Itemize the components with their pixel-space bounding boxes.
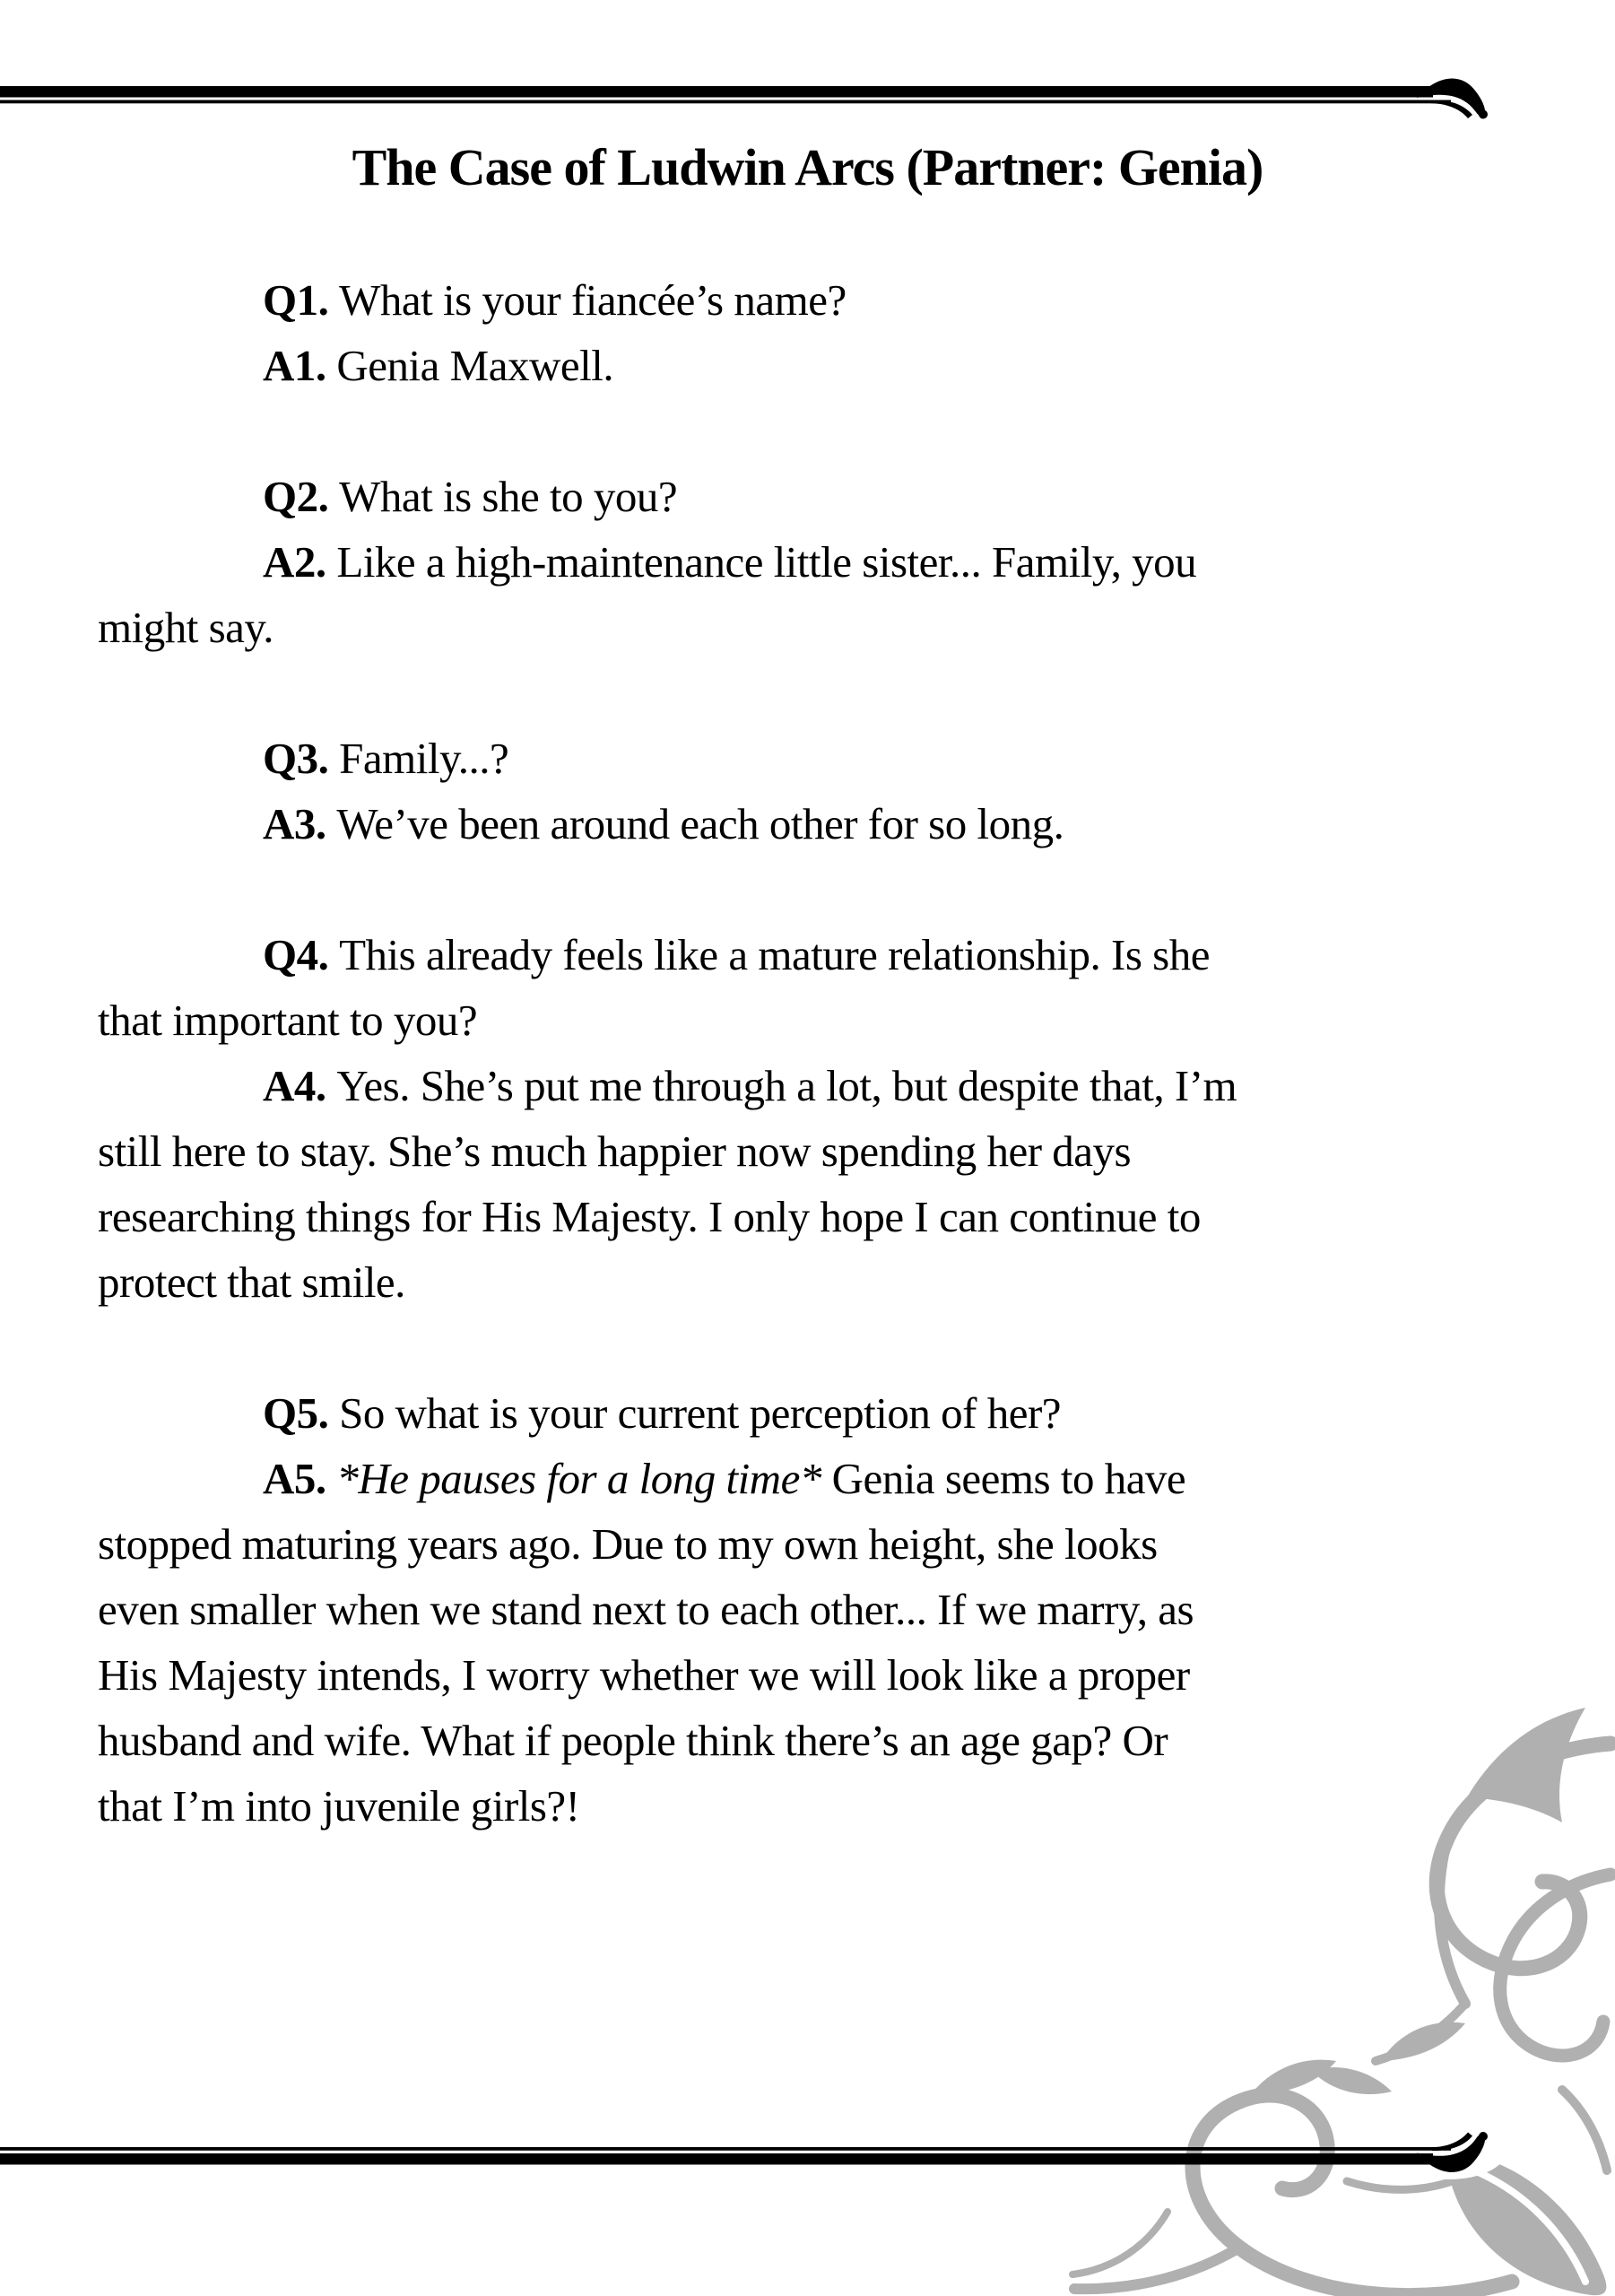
question-paragraph: [98, 267, 1517, 333]
text-run: still here to stay. She’s much happier now spending her days: [98, 1126, 1132, 1176]
text-line: [98, 1708, 1517, 1773]
answer-paragraph: [98, 333, 1517, 398]
answer-label: A2.: [263, 537, 337, 587]
qa-group: [98, 726, 1517, 857]
question-label: Q4.: [263, 930, 340, 979]
text-line: [98, 726, 1517, 791]
text-line: [98, 529, 1517, 595]
question-paragraph: [98, 1380, 1517, 1446]
text-line: [98, 1380, 1517, 1446]
text-line: [98, 1773, 1517, 1839]
question-paragraph: [98, 726, 1517, 791]
text-line: [98, 464, 1517, 529]
text-line: [98, 333, 1517, 398]
answer-paragraph: [98, 791, 1517, 857]
text-line: [98, 1118, 1517, 1184]
qa-group: [98, 464, 1517, 660]
answer-paragraph: [98, 529, 1517, 660]
text-run: might say.: [98, 603, 274, 652]
question-label: Q3.: [263, 734, 340, 783]
question-label: Q5.: [263, 1388, 340, 1438]
answer-label: A3.: [263, 799, 337, 848]
text-line: [98, 1642, 1517, 1708]
text-line: [98, 791, 1517, 857]
text-line: [98, 267, 1517, 333]
text-run: Genia Maxwell.: [336, 341, 614, 390]
text-run: What is she to you?: [339, 472, 678, 521]
text-line: [98, 1446, 1517, 1511]
text-run: Family...?: [339, 734, 509, 783]
answer-paragraph: [98, 1446, 1517, 1839]
text-line: [98, 1053, 1517, 1118]
text-run: protect that smile.: [98, 1257, 405, 1307]
text-run: that I’m into juvenile girls?!: [98, 1781, 580, 1831]
text-run: stopped maturing years ago. Due to my own height, she looks: [98, 1519, 1158, 1569]
qa-group: [98, 1380, 1517, 1839]
text-run: We’ve been around each other for so long.: [336, 799, 1064, 848]
stage-direction: *He pauses for a long time*: [336, 1454, 821, 1503]
text-line: [98, 1249, 1517, 1315]
text-line: [98, 987, 1517, 1053]
bottom-rule: [0, 2132, 1488, 2172]
answer-label: A4.: [263, 1061, 337, 1110]
text-run: that important to you?: [98, 996, 478, 1045]
text-run: husband and wife. What if people think there’s an age gap? Or: [98, 1716, 1168, 1765]
text-run: Like a high-maintenance little sister... Family, you: [336, 537, 1197, 587]
text-line: [98, 922, 1517, 987]
answer-paragraph: [98, 1053, 1517, 1315]
rule-knockout: [1392, 2122, 1506, 2179]
page-title: The Case of Ludwin Arcs (Partner: Genia): [352, 138, 1263, 196]
text-run: researching things for His Majesty. I only hope I can continue to: [98, 1192, 1201, 1241]
text-run: This already feels like a mature relationship. Is she: [339, 930, 1210, 979]
qa-group: [98, 922, 1517, 1315]
top-rule: [0, 79, 1488, 119]
text-line: [98, 595, 1517, 660]
text-run: His Majesty intends, I worry whether we will look like a proper: [98, 1650, 1190, 1700]
text-run: Yes. She’s put me through a lot, but despite that, I’m: [336, 1061, 1237, 1110]
answer-label: A5.: [263, 1454, 337, 1503]
question-paragraph: [98, 464, 1517, 529]
text-line: [98, 1577, 1517, 1642]
question-label: Q1.: [263, 275, 340, 325]
text-run: So what is your current perception of her?: [339, 1388, 1062, 1438]
text-line: [98, 1511, 1517, 1577]
text-run: What is your fiancée’s name?: [339, 275, 847, 325]
text-line: [98, 1184, 1517, 1249]
text-run: even smaller when we stand next to each other... If we marry, as: [98, 1585, 1194, 1634]
question-paragraph: [98, 922, 1517, 1053]
text-run: Genia seems to have: [821, 1454, 1186, 1503]
qa-list: [98, 267, 1517, 1839]
answer-label: A1.: [263, 341, 337, 390]
question-label: Q2.: [263, 472, 340, 521]
qa-group: [98, 267, 1517, 398]
